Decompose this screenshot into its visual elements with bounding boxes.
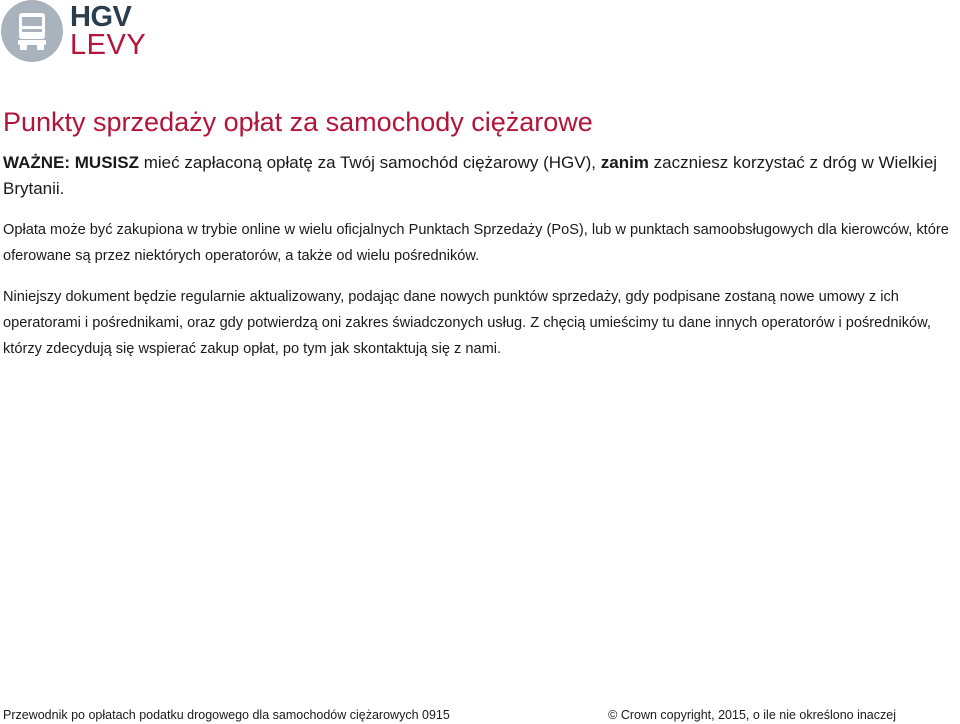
important-bold-word: zanim xyxy=(600,153,649,172)
footer-guide-title: Przewodnik po opłatach podatku drogowego dla samochodów ciężarowych 0915 xyxy=(3,708,450,722)
page-title: Punkty sprzedaży opłat za samochody ciężarowe xyxy=(3,107,593,137)
truck-icon xyxy=(16,11,48,51)
important-text-after: zaczniesz korzystać z dróg w Wielkiej Brytanii. xyxy=(3,153,938,198)
important-text-before: mieć zapłaconą opłatę za Twój samochód ciężarowy (HGV), xyxy=(139,153,601,172)
logo-levy-text: LEVY xyxy=(70,29,147,61)
paragraph-purchase-info: Opłata może być zakupiona w trybie online w wielu oficjalnych Punktach Sprzedaży (PoS), lub w punktach samoobsługowych dla kierowców, które oferowane są przez niektórych operatorów, a także od wielu pośredników. xyxy=(3,222,949,264)
important-label: WAŻNE: MUSISZ xyxy=(3,153,139,172)
paragraph-update-info: Niniejszy dokument będzie regularnie aktualizowany, podając dane nowych punktów sprzedaży, gdy podpisane zostaną nowe umowy z ich operatorami i pośrednikami, oraz gdy potwierdzą oni zakres świadczonych usług. Z chęcią umieścimy tu dane innych operatorów i pośredników, którzy zdecydują się wspierać zakup opłat, po tym jak skontaktują się z nami. xyxy=(3,289,931,357)
logo-hgv-text: HGV xyxy=(70,1,132,33)
footer-copyright: © Crown copyright, 2015, o ile nie określono inaczej xyxy=(608,708,896,722)
hgv-levy-logo xyxy=(0,0,160,66)
important-notice xyxy=(3,150,953,202)
logo-circle xyxy=(1,0,63,62)
